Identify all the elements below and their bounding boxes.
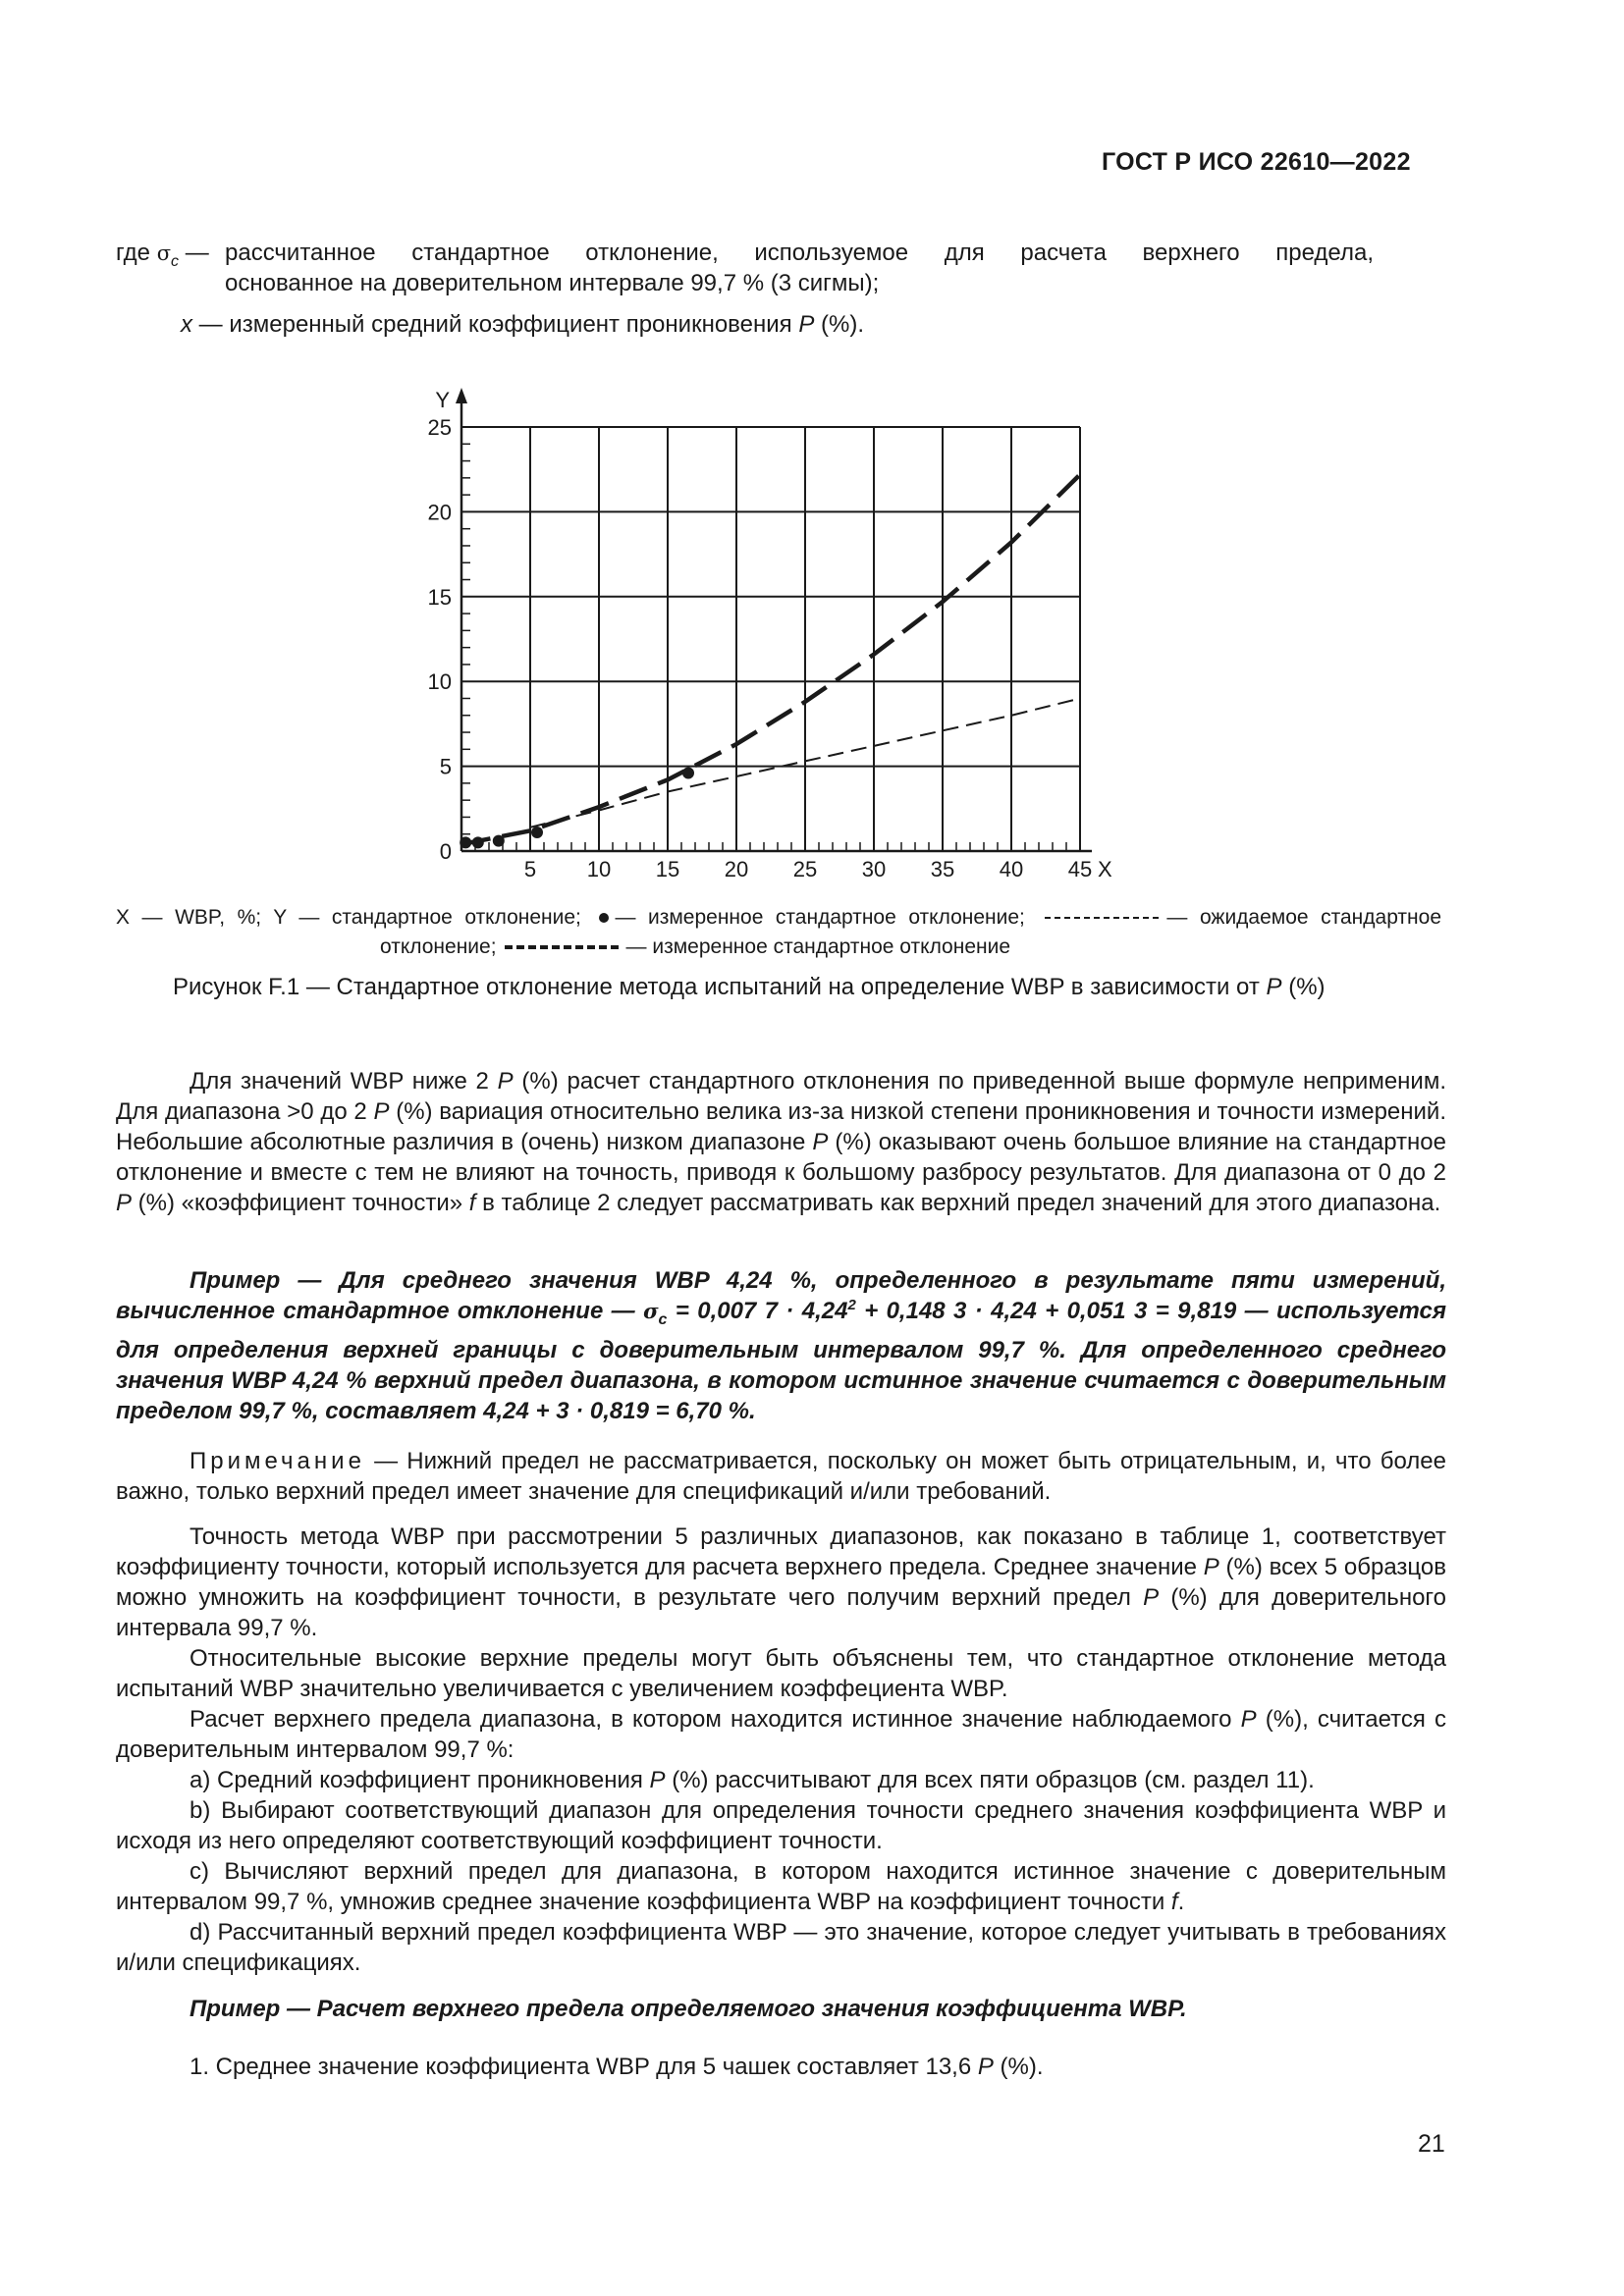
figure-caption: Рисунок F.1 — Стандартное отклонение метода испытаний на определение WBP в зависимости от P (%) (173, 974, 1326, 1000)
x-tick-label: 35 (930, 857, 955, 881)
y-tick-label: 20 (427, 500, 452, 525)
document-header: ГОСТ Р ИСО 22610—2022 (1102, 148, 1411, 176)
legend-thick-dash-line (505, 945, 619, 949)
data-point (460, 836, 471, 848)
y-tick-label: 25 (427, 415, 452, 440)
series-measured-curve (461, 474, 1080, 844)
step-1: 1. Среднее значение коэффициента WBP для 5 чашек составляет 13,6 P (%). (189, 2054, 1044, 2080)
y-axis-arrow (456, 388, 467, 403)
list-item-a: a) Средний коэффициент проникновения P (%) рассчитывают для всех пяти образцов (см. раздел 11). (189, 1767, 1315, 1793)
x-tick-label: 5 (523, 857, 537, 881)
x-tick-label: 30 (861, 857, 887, 881)
data-point (531, 827, 543, 838)
paragraph-4: Расчет верхнего предела диапазона, в котором находится истинное значение наблюдаемого P (%), считается с доверительным интервалом 99,7 %: (116, 1706, 1446, 1763)
legend-dot-marker (599, 913, 609, 923)
y-tick-label: 10 (427, 669, 452, 695)
example-1: Пример — Для среднего значения WBP 4,24 %, определенного в результате пяти измерений, вычисленное стандартное отклонение — $\sigma_c = 0,007$ $7 \cdot 4,24^2 + 0,148$ 3 · 4,24 + 0,051 3 = 9,819 — используется для определения верхней границы с доверительным интервалом 99,7 %. Для определенного среднего значения WBP 4,24 % верхний предел диапазона, в котором истинное значение считается с доверительным пределом 99,7 %, составляет 4,24 + 3 · 0,819 = 6,70 %. (116, 1267, 1446, 1424)
data-point (493, 835, 505, 847)
list-item-b: b) Выбирают соответствующий диапазон для определения точности среднего значения коэффициента WBP и исходя из него определяют соответствующий коэффициент точности. (116, 1797, 1446, 1854)
definition-term: x — измеренный средний коэффициент проникновения P (%). (181, 311, 865, 338)
legend-measured-curve: — измеренное стандартное отклонение (625, 935, 1011, 958)
chart-axes (456, 388, 1092, 851)
origin-label: 0 (439, 839, 452, 864)
paragraph-1: Для значений WBP ниже 2 P (%) расчет стандартного отклонения по приведенной выше формуле неприменим. Для диапазона >0 до 2 P (%) вариация относительно велика из-за низкой степени проникновения и точности измерений. Небольшие абсолютные различия в (очень) низком диапазоне P (%) оказывают очень большое влияние на стандартное отклонение и вместе с тем не влияют на точность, приводя к большому разбросу результатов. Для диапазона от 0 до 2 P (%) «коэффициент точности» f в таблице 2 следует рассматривать как верхний предел значений для этого диапазона. (116, 1068, 1447, 1216)
note: Примечание — Нижний предел не рассматривается, поскольку он может быть отрицательным, и, что более важно, только верхний предел имеет значение для спецификаций и/или требований. (116, 1448, 1446, 1505)
y-tick-label: 5 (439, 754, 452, 779)
x-tick-label: 10 (586, 857, 612, 881)
list-item-c: c) Вычисляют верхний предел для диапазона, в котором находится истинное значение с доверительным интервалом 99,7 %, умножив среднее значение коэффициента WBP на коэффициент точности f. (116, 1858, 1446, 1915)
definition-text: рассчитанное стандартное отклонение, используемое для расчета верхнего предела, основанное на доверительном интервале 99,7 % (3 сигмы); (225, 240, 1374, 296)
x-axis-label: X (1098, 857, 1112, 881)
chart-series (460, 474, 1080, 848)
x-tick-label: 15 (655, 857, 680, 881)
chart-grid (461, 427, 1080, 851)
legend-thin-dash-line (1045, 917, 1159, 919)
x-tick-label: 20 (724, 857, 749, 881)
figure-legend (116, 903, 1441, 962)
legend-x-desc: X — WBP, %; Y — стандартное отклонение; (116, 906, 581, 929)
y-axis-label: Y (435, 388, 450, 412)
legend-expected-2: отклонение; (379, 935, 497, 958)
paragraph-3: Относительные высокие верхние пределы могут быть объяснены тем, что стандартное отклонение метода испытаний WBP значительно увеличивается с увеличением коэффециента WBP. (116, 1645, 1446, 1702)
y-tick-label: 15 (427, 584, 452, 610)
paragraph-2: Точность метода WBP при рассмотрении 5 различных диапазонов, как показано в таблице 1, соответствует коэффициенту точности, который используется для расчета верхнего предела. Среднее значение P (%) всех 5 образцов можно умножить на коэффициент точности, в результате чего получим верхний предел P (%) для доверительного интервала 99,7 %. (116, 1523, 1446, 1641)
x-tick-label: 40 (999, 857, 1024, 881)
legend-measured-dots: — измеренное стандартное отклонение; (615, 906, 1025, 929)
page-number: 21 (1418, 2130, 1445, 2158)
data-point (472, 836, 484, 848)
legend-expected-1: — ожидаемое стандартное (1166, 906, 1442, 929)
list-item-d: d) Рассчитанный верхний предел коэффициента WBP — это значение, которое следует учитывать в требованиях и/или спецификациях. (116, 1919, 1446, 1976)
x-tick-label: 45 (1067, 857, 1093, 881)
data-point (682, 768, 694, 779)
example-2: Пример — Расчет верхнего предела определяемого значения коэффициента WBP. (189, 1996, 1187, 2022)
definition-term: где $\sigma_c$ — (116, 240, 209, 270)
x-tick-label: 25 (792, 857, 818, 881)
std-deviation-chart (403, 376, 1149, 886)
